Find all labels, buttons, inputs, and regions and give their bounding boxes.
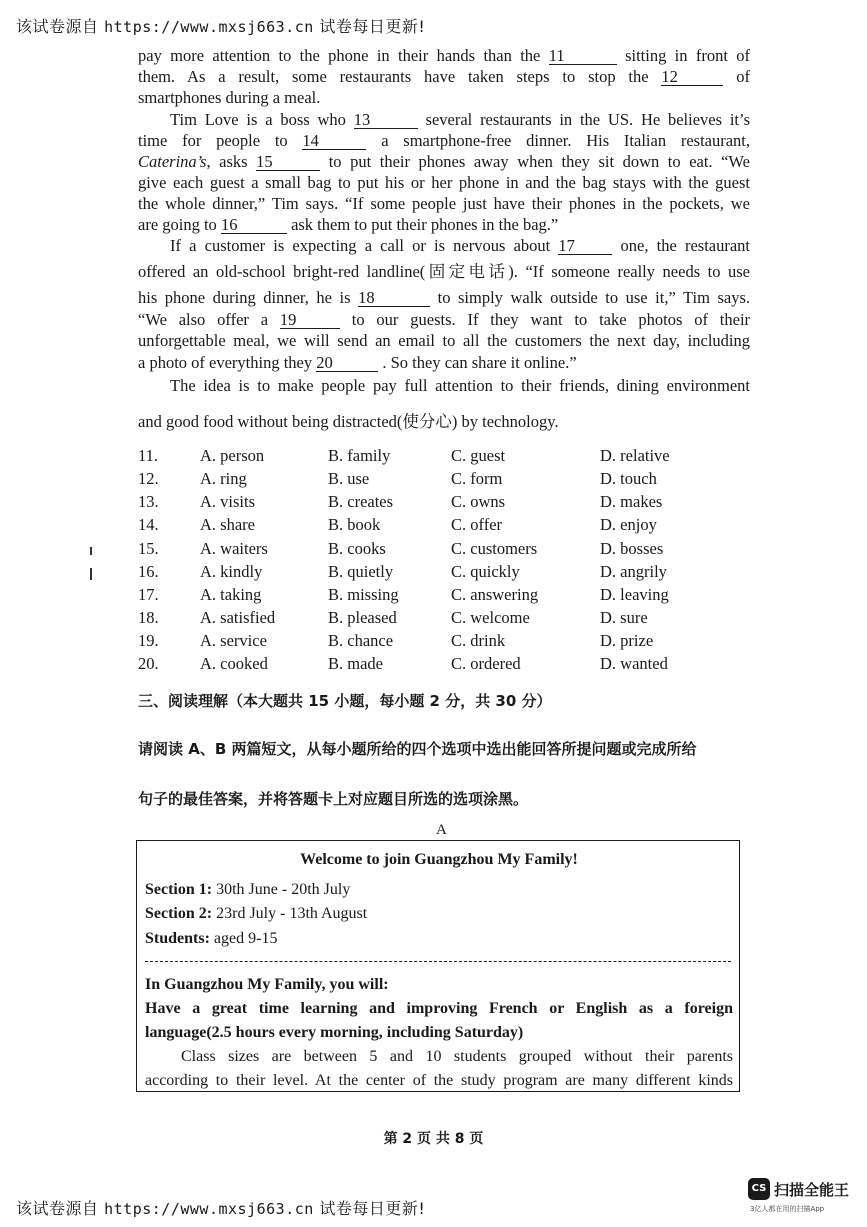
- page-number: 第 2 页 共 8 页: [383, 1131, 484, 1147]
- ad-title: Welcome to join Guangzhou My Family!: [300, 851, 578, 868]
- ad-students: Students: aged 9-15: [145, 930, 278, 947]
- advertisement-box: [136, 840, 740, 1092]
- passage-line: If a customer is expecting a call or is nervous about 17 one, the restaurant: [170, 236, 751, 255]
- passage-line: the whole dinner,” Tim says. “If some people just have their phones in the pockets, we: [138, 194, 750, 213]
- option-row: 19. A. service B. chance C. drink D. prize: [138, 631, 654, 650]
- margin-mark: [90, 547, 92, 555]
- ad-point-line: Have a great time learning and improving French or English as a foreign: [145, 1000, 733, 1017]
- restaurant-name: Caterina’s: [138, 152, 207, 171]
- blank-11: 11: [549, 48, 617, 65]
- margin-mark: [90, 568, 92, 580]
- scanner-app-name: 扫描全能王: [774, 1181, 850, 1199]
- ad-body-line: according to their level. At the center of the study program are many different kinds: [145, 1072, 733, 1089]
- watermark-prefix: 该试卷源自: [16, 1199, 99, 1218]
- passage-line: Caterina’s, asks 15 to put their phones away when they sit down to eat. “We: [138, 152, 751, 171]
- blank-20: 20: [316, 355, 378, 372]
- option-row: 18. A. satisfied B. pleased C. welcome D. sure: [138, 608, 648, 627]
- passage-line: The idea is to make people pay full attention to their friends, dining environment: [170, 376, 750, 395]
- scanner-tagline: 3亿人都在用的扫描App: [750, 1205, 825, 1213]
- passage-letter: A: [436, 822, 447, 838]
- blank-17: 17: [558, 238, 612, 255]
- blank-19: 19: [280, 312, 340, 329]
- option-row: 11. A. person B. family C. guest D. relative: [138, 446, 670, 465]
- ad-section-1: Section 1: 30th June - 20th July: [145, 881, 351, 898]
- blank-13: 13: [354, 112, 418, 129]
- section-heading: 三、阅读理解（本大题共 15 小题，每小题 2 分，共 30 分）: [138, 692, 552, 710]
- camscanner-logo-icon: CS: [748, 1178, 770, 1200]
- passage-line: Tim Love is a boss who 13 several restaurants in the US. He believes it’s: [170, 110, 751, 129]
- watermark-suffix: 试卷每日更新!: [319, 1199, 426, 1218]
- source-watermark-top: [16, 14, 425, 37]
- watermark-suffix: 试卷每日更新!: [319, 17, 426, 36]
- ad-body-line: Class sizes are between 5 and 10 students grouped without their parents: [181, 1048, 733, 1065]
- section-instruction: 句子的最佳答案，并将答题卡上对应题目所选的选项涂黑。: [138, 790, 529, 808]
- option-row: 14. A. share B. book C. offer D. enjoy: [138, 515, 657, 534]
- passage-line: smartphones during a meal.: [138, 88, 321, 107]
- option-row: 20. A. cooked B. made C. ordered D. wanted: [138, 654, 668, 673]
- dashed-divider: [145, 961, 731, 962]
- ad-you-will: In Guangzhou My Family, you will:: [145, 976, 389, 993]
- blank-18: 18: [358, 290, 430, 307]
- passage-line: are going to 16 ask them to put their phones in the bag.”: [138, 215, 559, 234]
- scanner-badge: [748, 1178, 858, 1222]
- passage-line: unforgettable meal, we will send an email to all the customers the next day, including: [138, 331, 750, 350]
- source-watermark-bottom: [16, 1196, 425, 1219]
- blank-16: 16: [221, 217, 287, 234]
- passage-line: his phone during dinner, he is 18 to simply walk outside to use it,” Tim says.: [138, 288, 751, 307]
- passage-line: pay more attention to the phone in their hands than the 11 sitting in front of: [138, 46, 751, 65]
- ad-section-2: Section 2: 23rd July - 13th August: [145, 905, 368, 922]
- blank-12: 12: [661, 69, 723, 86]
- watermark-prefix: 该试卷源自: [16, 17, 99, 36]
- option-row: 13. A. visits B. creates C. owns D. makes: [138, 492, 663, 511]
- ad-point-line: language(2.5 hours every morning, including Saturday): [145, 1024, 524, 1041]
- passage-line: a photo of everything they 20 . So they can share it online.”: [138, 353, 577, 372]
- passage-line: and good food without being distracted(使分心) by technology.: [138, 412, 559, 431]
- passage-line: offered an old-school bright-red landline(固定电话). “If someone really needs to use: [138, 262, 750, 281]
- option-row: 16. A. kindly B. quietly C. quickly D. angrily: [138, 562, 667, 581]
- blank-15: 15: [256, 154, 320, 171]
- passage-line: give each guest a small bag to put his or her phone in and the bag stays with the guest: [138, 173, 750, 192]
- option-row: 12. A. ring B. use C. form D. touch: [138, 469, 657, 488]
- watermark-url[interactable]: https://www.mxsj663.cn: [104, 1200, 314, 1218]
- watermark-url[interactable]: https://www.mxsj663.cn: [104, 18, 314, 36]
- option-row: 15. A. waiters B. cooks C. customers D. bosses: [138, 539, 664, 558]
- blank-14: 14: [302, 133, 366, 150]
- option-row: 17. A. taking B. missing C. answering D. leaving: [138, 585, 669, 604]
- passage-line: time for people to 14 a smartphone-free dinner. His Italian restaurant,: [138, 131, 751, 150]
- section-instruction: 请阅读 A、B 两篇短文，从每小题所给的四个选项中选出能回答所提问题或完成所给: [138, 740, 697, 758]
- passage-line: them. As a result, some restaurants have taken steps to stop the 12 of: [138, 67, 751, 86]
- passage-line: “We also offer a 19 to our guests. If they want to take photos of their: [138, 310, 751, 329]
